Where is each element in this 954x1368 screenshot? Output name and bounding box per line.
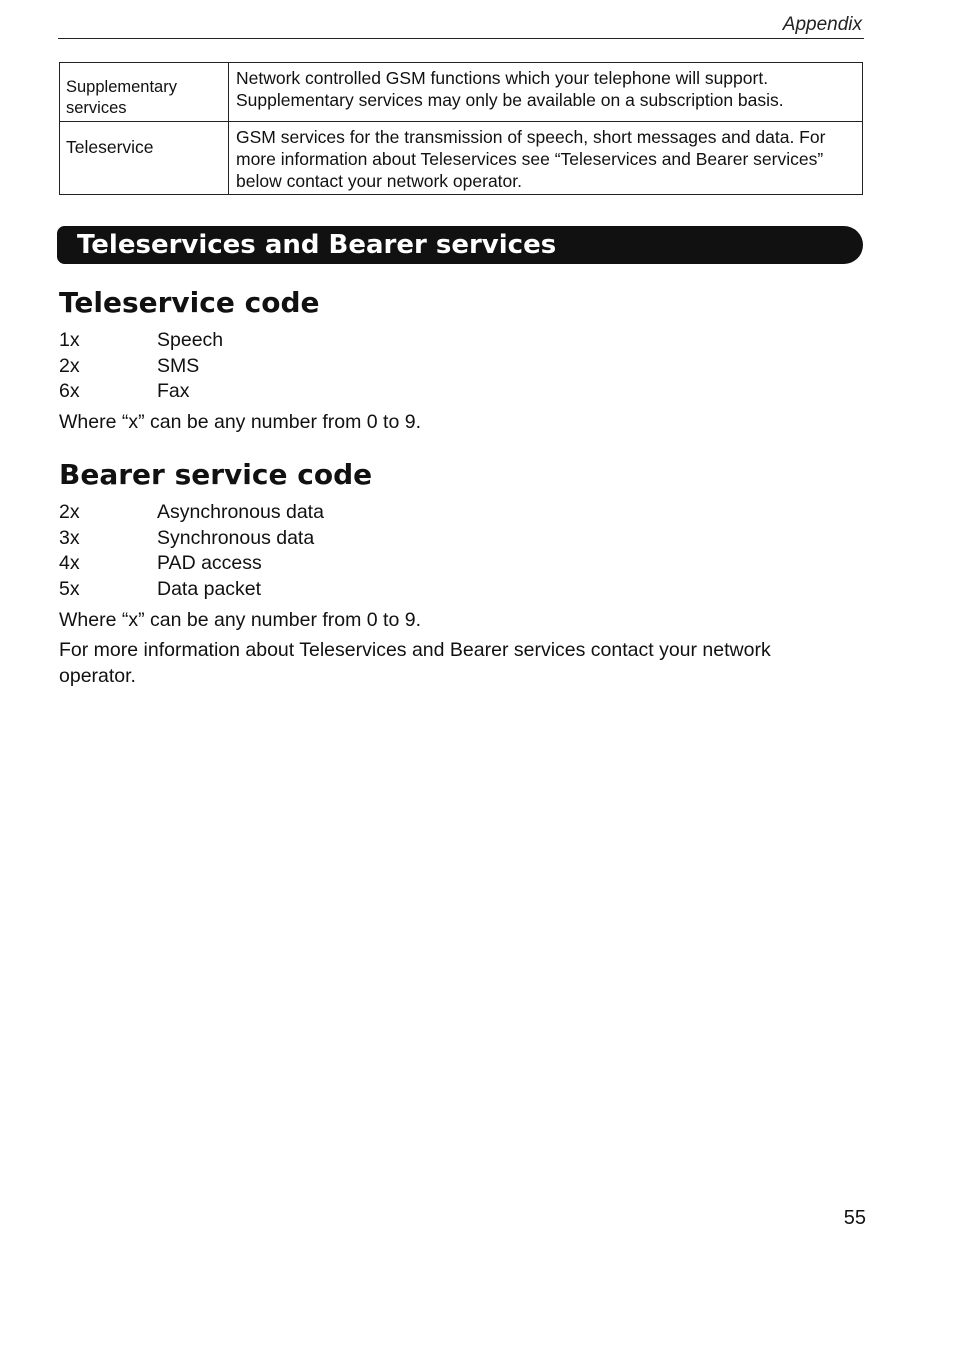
teleservice-code-list xyxy=(59,328,559,405)
section-banner: Teleservices and Bearer services xyxy=(57,226,863,264)
code-value: 2x xyxy=(59,354,80,377)
list-item xyxy=(59,328,559,354)
code-label: Asynchronous data xyxy=(157,501,324,523)
glossary-table xyxy=(59,62,863,195)
list-item xyxy=(59,354,559,380)
list-item xyxy=(59,526,559,552)
teleservice-note: Where “x” can be any number from 0 to 9. xyxy=(59,411,421,433)
code-label: PAD access xyxy=(157,552,262,574)
glossary-term: Supplementary services xyxy=(60,63,229,122)
page-number: 55 xyxy=(843,1207,866,1229)
code-value: 5x xyxy=(59,577,80,600)
list-item xyxy=(59,551,559,577)
code-label: Synchronous data xyxy=(157,526,315,549)
code-value: 2x xyxy=(59,501,80,523)
code-value: 3x xyxy=(59,526,80,549)
list-item xyxy=(59,379,559,405)
glossary-term: Teleservice xyxy=(60,122,229,195)
code-label: Speech xyxy=(157,329,224,351)
code-value: 4x xyxy=(59,552,80,574)
code-value: 1x xyxy=(59,329,80,351)
bearer-code-list xyxy=(59,500,559,602)
glossary-definition: Network controlled GSM functions which your telephone will support. Supplementary services may only be available on a subscription basis. xyxy=(229,63,863,122)
code-label: SMS xyxy=(157,354,200,377)
code-label: Fax xyxy=(157,380,190,402)
table-row xyxy=(60,63,863,122)
list-item xyxy=(59,577,559,603)
bearer-note: Where “x” can be any number from 0 to 9. xyxy=(59,609,421,631)
teleservice-heading: Teleservice code xyxy=(59,286,320,319)
code-label: Data packet xyxy=(157,577,262,600)
bearer-heading: Bearer service code xyxy=(59,458,373,491)
table-row xyxy=(60,122,863,195)
more-info-paragraph: For more information about Teleservices and Bearer services contact your network operator. xyxy=(59,639,771,687)
glossary-definition: GSM services for the transmission of speech, short messages and data. For more information about Teleservices see “Teleservices and Bearer services” below contact your network operator. xyxy=(229,122,863,195)
code-value: 6x xyxy=(59,380,80,402)
list-item xyxy=(59,500,559,526)
header-rule xyxy=(58,38,864,39)
running-head: Appendix xyxy=(782,14,862,35)
